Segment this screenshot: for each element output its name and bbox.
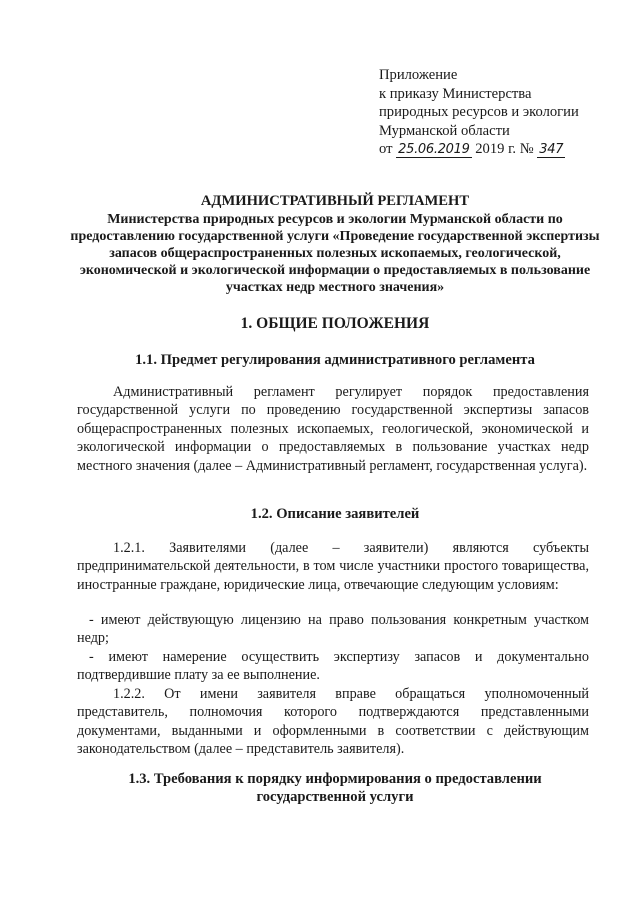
subsection-heading: 1.1. Предмет регулирования административного регламента — [135, 352, 535, 368]
appendix-line: природных ресурсов и экологии — [379, 104, 579, 120]
appendix-header — [379, 66, 609, 159]
date-prefix: от — [379, 141, 393, 157]
handwritten-date: 25.06.2019 — [398, 142, 470, 157]
document-title — [70, 193, 600, 296]
title-subtitle: Министерства природных ресурсов и экологии Мурманской области по предоставлению государственной услуги «Проведение государственной экспертизы запасов общераспространенных полезных ископаемых, геологической, экономической и экологической информации о предоставляемых в пользование участках недр местного значения» — [70, 212, 600, 295]
subsection-heading: 1.2. Описание заявителей — [250, 506, 420, 522]
order-date-line — [379, 140, 609, 159]
title-main: АДМИНИСТРАТИВНЫЙ РЕГЛАМЕНТ — [200, 193, 470, 209]
handwritten-order-number: 347 — [539, 142, 564, 157]
appendix-line: Приложение — [379, 67, 458, 83]
bullet-item: - имеют намерение осуществить экспертизу запасов и документально подтвердившие плату за ее выполнение. — [77, 649, 589, 684]
paragraph-1-2-1: 1.2.1. Заявителями (далее – заявители) являются субъекты предпринимательской деятельности, в том числе участники простого товарищества, иностранные граждане, юридические лица, отвечающие следующим условиям: — [77, 540, 589, 593]
appendix-line: к приказу Министерства — [379, 85, 532, 102]
section-heading: 1. ОБЩИЕ ПОЛОЖЕНИЯ — [240, 315, 430, 332]
date-suffix: 2019 г. № — [475, 141, 534, 157]
appendix-line: Мурманской области — [379, 122, 510, 139]
paragraph-1-2-2: 1.2.2. От имени заявителя вправе обращаться уполномоченный представитель, полномочия которого подтверждаются представленными документами, выданными и оформленными в соответствии с действующим законодательством (далее – представитель заявителя). — [77, 686, 589, 758]
bullet-item: - имеют действующую лицензию на право пользования конкретным участком недр; — [77, 612, 589, 647]
subsection-heading: 1.3. Требования к порядку информирования о предоставлении государственной услуги — [128, 771, 542, 805]
paragraph-subject: Административный регламент регулирует порядок предоставления государственной услуги по проведению государственной экспертизы запасов общераспространенных полезных ископаемых, геологической, экономической и экологической информации о предоставляемых в пользование участках недр местного значения (далее – Административный регламент, государственная услуга). — [77, 384, 589, 474]
